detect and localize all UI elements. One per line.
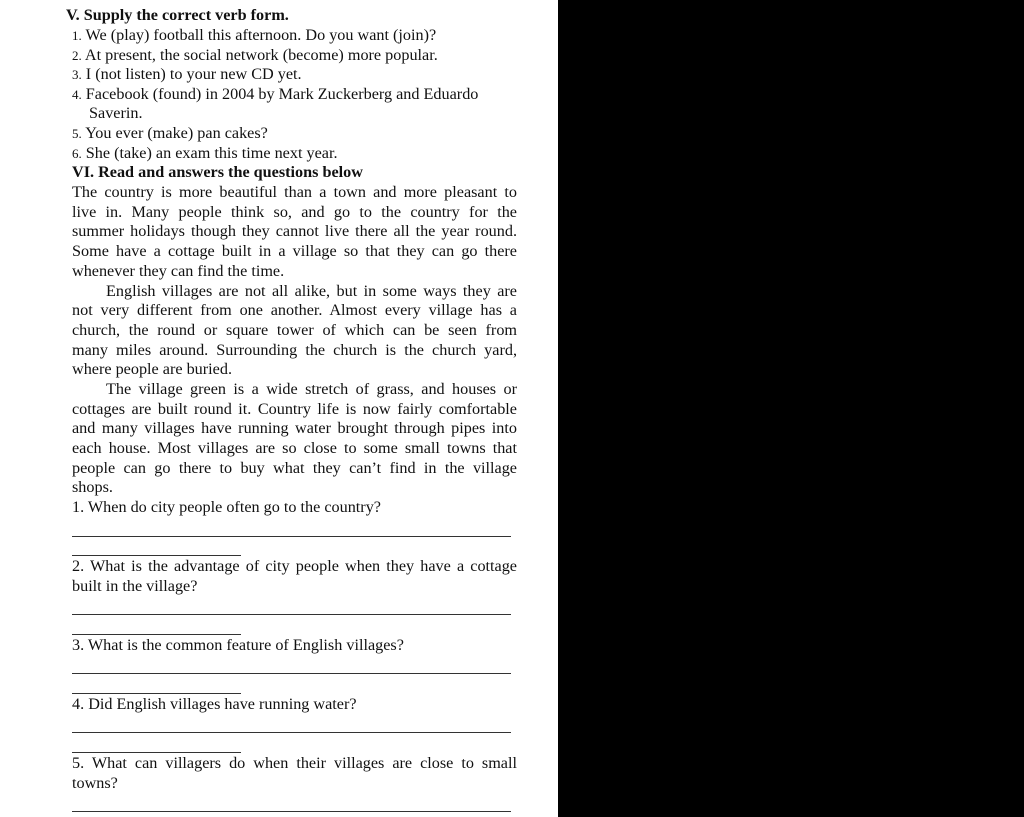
answer-line: [72, 614, 511, 615]
answer-line: [72, 732, 511, 733]
paragraph-line: many miles around. Surrounding the church is the church yard,: [72, 341, 517, 359]
exercise-item: [72, 46, 438, 65]
exercise-item: [72, 124, 268, 143]
paragraph-line: not very different from one another. Almost every village has a: [72, 301, 517, 319]
answer-line: [72, 536, 511, 537]
item-text: We (play) football this afternoon. Do you want (join)?: [85, 26, 437, 44]
answer-line: [72, 811, 511, 812]
section-6-title: VI. Read and answers the questions below: [72, 163, 363, 181]
exercise-item: [72, 65, 302, 84]
exercise-item: [72, 85, 478, 104]
item-number: 6.: [72, 146, 82, 161]
question-1: 1. When do city people often go to the country?: [72, 498, 381, 516]
section-5-title: V. Supply the correct verb form.: [66, 6, 289, 24]
paragraph-line: The country is more beautiful than a town and more pleasant to: [72, 183, 517, 201]
item-number: 3.: [72, 67, 82, 82]
paragraph-line: summer holidays though they cannot live there all the year round.: [72, 222, 517, 240]
exercise-item: [72, 26, 436, 45]
answer-line: [72, 555, 241, 556]
question-2: 2. What is the advantage of city people when they have a cottage: [72, 557, 517, 575]
item-number: 5.: [72, 126, 82, 141]
exercise-item: [72, 144, 338, 163]
paragraph-line: live in. Many people think so, and go to the country for the: [72, 203, 517, 221]
paragraph-line: and many villages have running water brought through pipes into: [72, 419, 517, 437]
question-2-continued: built in the village?: [72, 577, 198, 595]
item-number: 4.: [72, 87, 82, 102]
question-5-continued: towns?: [72, 774, 118, 792]
paragraph-line: Some have a cottage built in a village so that they can go there: [72, 242, 517, 260]
item-text: She (take) an exam this time next year.: [85, 144, 338, 162]
answer-line: [72, 752, 241, 753]
black-background-panel: [558, 0, 1024, 817]
item-number: 1.: [72, 28, 82, 43]
item-text: At present, the social network (become) more popular.: [84, 46, 438, 64]
paragraph-line: church, the round or square tower of which can be seen from: [72, 321, 517, 339]
paragraph-line: shops.: [72, 478, 113, 496]
item-number: 2.: [72, 48, 82, 63]
item-text: You ever (make) pan cakes?: [85, 124, 268, 142]
item-text: Facebook (found) in 2004 by Mark Zuckerberg and Eduardo: [85, 85, 479, 103]
question-4: 4. Did English villages have running water?: [72, 695, 357, 713]
answer-line: [72, 693, 241, 694]
paragraph-line: cottages are built round it. Country life is now fairly comfortable: [72, 400, 517, 418]
answer-line: [72, 673, 511, 674]
question-5: 5. What can villagers do when their villages are close to small: [72, 754, 517, 772]
paragraph-line: English villages are not all alike, but in some ways they are: [106, 282, 517, 300]
paragraph-line: each house. Most villages are so close to some small towns that: [72, 439, 517, 457]
question-3: 3. What is the common feature of English villages?: [72, 636, 404, 654]
paragraph-line: The village green is a wide stretch of grass, and houses or: [106, 380, 517, 398]
item-text: I (not listen) to your new CD yet.: [85, 65, 302, 83]
paragraph-line: whenever they can find the time.: [72, 262, 285, 280]
item-text-continued: Saverin.: [89, 104, 143, 122]
paragraph-line: where people are buried.: [72, 360, 232, 378]
answer-line: [72, 634, 241, 635]
paragraph-line: people can go there to buy what they can’t find in the village: [72, 459, 517, 477]
